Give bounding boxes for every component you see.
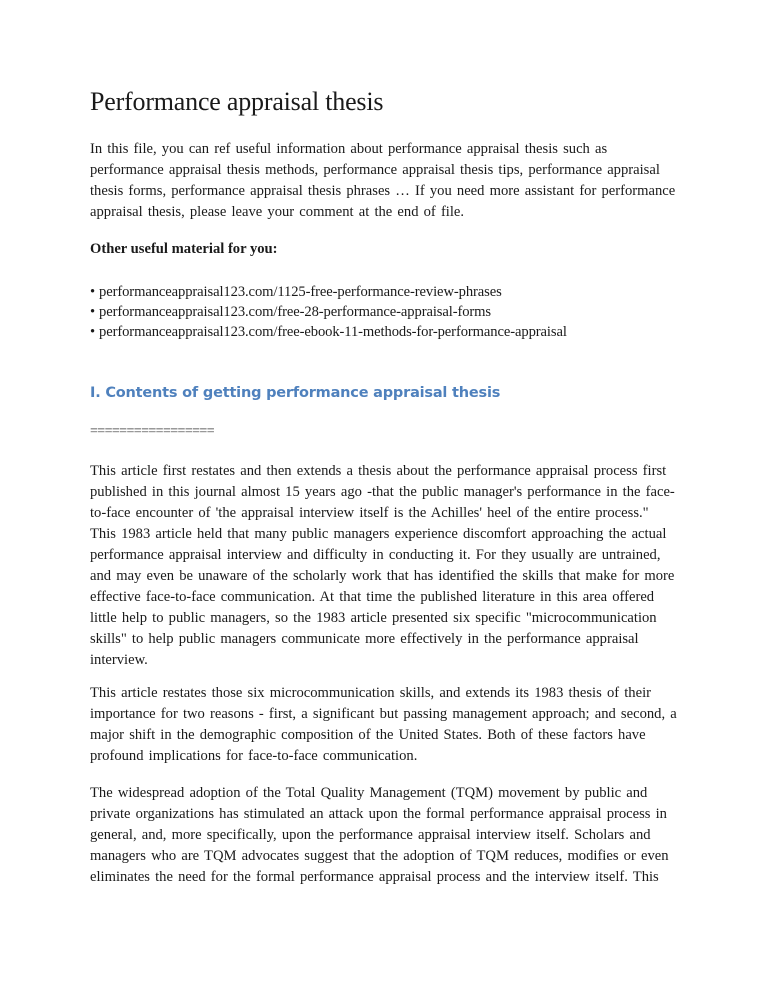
list-item	[90, 302, 567, 322]
text-line: general, and, more specifically, upon the performance appraisal interview itself. Scholars and	[90, 827, 651, 843]
text-line: thesis forms, performance appraisal thesis phrases … If you need more assistant for performance	[90, 183, 676, 199]
text-line: appraisal thesis, please leave your comment at the end of file.	[90, 204, 465, 220]
list-item	[90, 322, 567, 342]
text-line: effective face-to-face communication. At that time the published literature in this area offered	[90, 589, 655, 605]
separator-line: =================	[90, 424, 215, 439]
body-paragraph	[90, 783, 669, 888]
section-heading: I. Contents of getting performance appraisal thesis	[90, 385, 501, 401]
document-title: Performance appraisal thesis	[90, 87, 384, 116]
list-item	[90, 282, 567, 302]
body-paragraph	[90, 683, 677, 767]
text-line: profound implications for face-to-face communication.	[90, 748, 418, 764]
resource-link[interactable]: performanceappraisal123.com/free-28-performance-appraisal-forms	[99, 304, 492, 320]
bullet-icon: •	[90, 324, 96, 340]
text-line: The widespread adoption of the Total Quality Management (TQM) movement by public and	[90, 785, 648, 801]
text-line: In this file, you can ref useful information about performance appraisal thesis such as	[90, 141, 608, 157]
text-line: performance appraisal thesis methods, performance appraisal thesis tips, performance appraisal	[90, 162, 660, 178]
text-line: This article first restates and then extends a thesis about the performance appraisal process first	[90, 463, 667, 479]
intro-paragraph	[90, 139, 675, 223]
text-line: published in this journal almost 15 years ago -that the public manager's performance in the face-	[90, 484, 675, 500]
text-line: This article restates those six microcommunication skills, and extends its 1983 thesis of their	[90, 685, 651, 701]
bullet-icon: •	[90, 304, 96, 320]
other-material-heading: Other useful material for you:	[90, 241, 278, 257]
bullet-icon: •	[90, 284, 96, 300]
text-line: managers who are TQM advocates suggest that the adoption of TQM reduces, modifies or even	[90, 848, 669, 864]
text-line: performance appraisal interview and difficulty in conducting it. For they usually are untrained,	[90, 547, 661, 563]
resource-link[interactable]: performanceappraisal123.com/free-ebook-11-methods-for-performance-appraisal	[99, 324, 567, 340]
resource-link[interactable]: performanceappraisal123.com/1125-free-performance-review-phrases	[99, 284, 502, 300]
text-line: little help to public managers, so the 1983 article presented six specific "microcommunication	[90, 610, 657, 626]
text-line: and may even be unaware of the scholarly work that has identified the skills that make for more	[90, 568, 675, 584]
text-line: interview.	[90, 652, 148, 668]
useful-links-list	[90, 282, 567, 342]
text-line: to-face encounter of 'the appraisal interview itself is the Achilles' heel of the entire process."	[90, 505, 649, 521]
text-line: major shift in the demographic composition of the United States. Both of these factors have	[90, 727, 646, 743]
text-line: importance for two reasons - first, a significant but passing management approach; and second, a	[90, 706, 677, 722]
body-paragraph	[90, 461, 675, 671]
text-line: eliminates the need for the formal performance appraisal process and the interview itself. This	[90, 869, 659, 885]
text-line: skills" to help public managers communicate more effectively in the performance appraisal	[90, 631, 639, 647]
text-line: This 1983 article held that many public managers experience discomfort approaching the actual	[90, 526, 667, 542]
text-line: private organizations has stimulated an attack upon the formal performance appraisal process in	[90, 806, 667, 822]
